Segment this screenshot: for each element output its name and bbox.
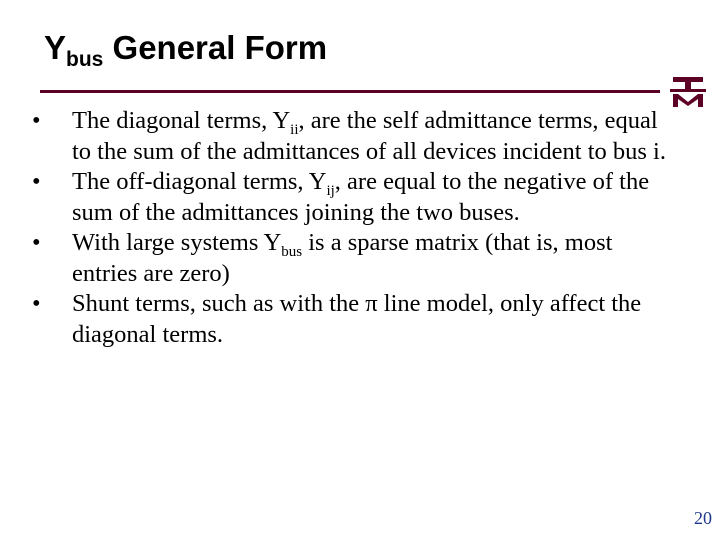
bullet-text: , are the self admittance terms, equal to the sum of the admittances of all devices incident to bus i. (72, 107, 666, 165)
bullet-text: The diagonal terms, Y (72, 107, 291, 134)
bullet-item (32, 289, 672, 350)
title-underline (40, 90, 660, 93)
bullet-item (32, 228, 672, 289)
bullet-item (32, 167, 672, 228)
bullet-dot: • (32, 290, 41, 317)
bullet-text: The off-diagonal terms, Y (72, 168, 327, 195)
bullet-text: With large systems Y (72, 229, 282, 256)
bullet-dot: • (32, 168, 41, 195)
bullet-subscript: ii (290, 122, 299, 138)
bullet-text: , are equal to the negative of the sum of the admittances joining the two buses. (72, 168, 650, 226)
bullet-dot: • (32, 107, 41, 134)
page-number: 20 (694, 508, 712, 528)
bullet-list (32, 106, 672, 350)
slide-title (44, 26, 327, 75)
bullet-subscript: bus (281, 244, 303, 260)
texas-am-logo-icon (670, 74, 706, 108)
title-rest: General Form (103, 29, 328, 66)
bullet-item (32, 106, 672, 167)
bullet-text: is a sparse matrix (that is, most entries are zero) (72, 229, 613, 287)
title-subscript: bus (66, 48, 104, 71)
bullet-dot: • (32, 229, 41, 256)
bullet-subscript: ij (326, 183, 335, 199)
title-main: Y (44, 29, 67, 66)
bullet-text: Shunt terms, such as with the π line model, only affect the diagonal terms. (72, 290, 642, 348)
